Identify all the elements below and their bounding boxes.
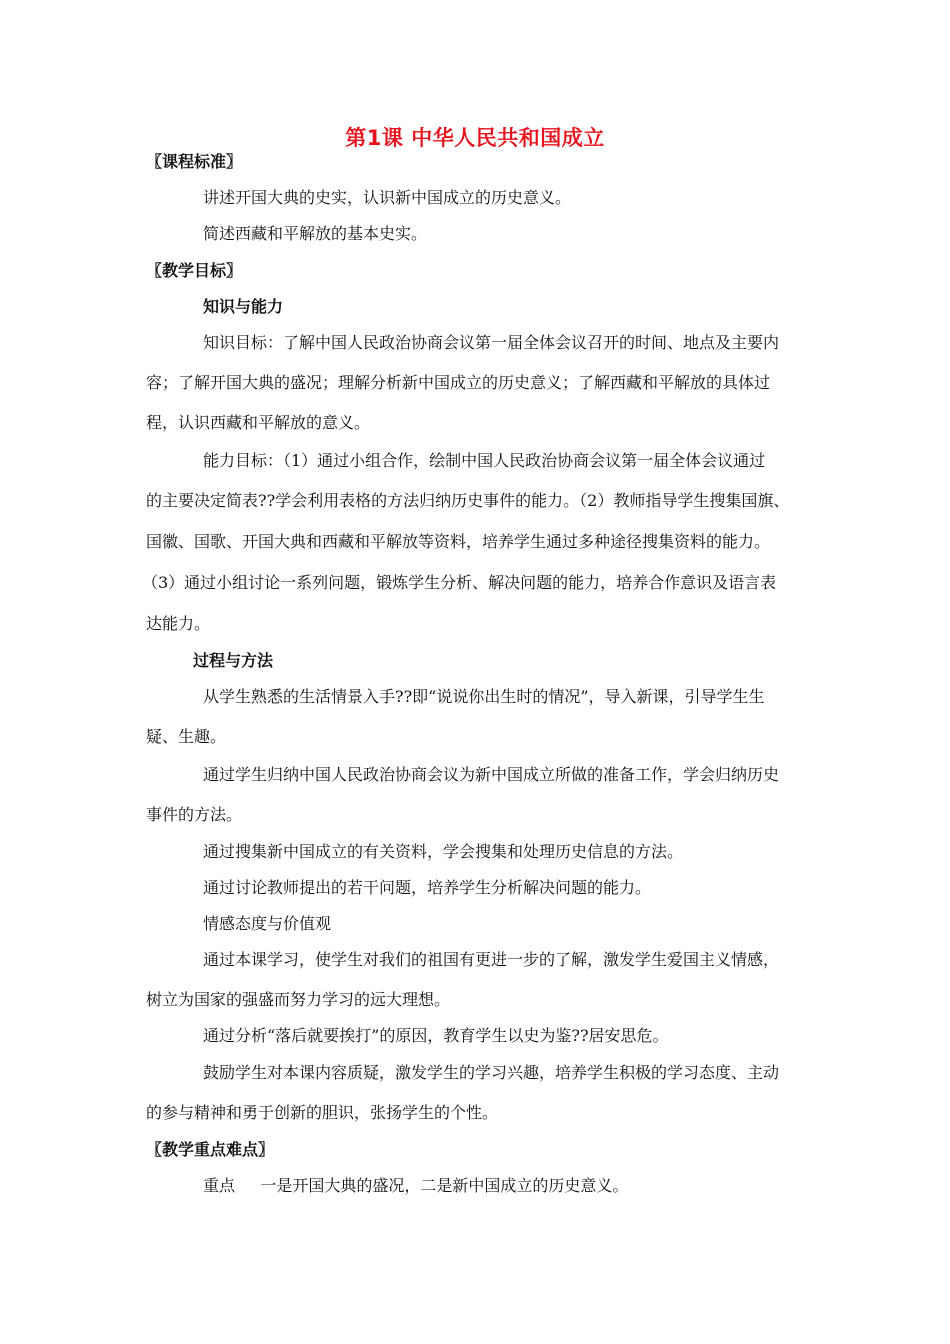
paragraph-line: 的参与精神和勇于创新的胆识，张扬学生的个性。	[146, 1103, 499, 1122]
paragraph-line: 疑、生趣。	[146, 727, 227, 746]
paragraph-line: （3）通过小组讨论一系列问题，锻炼学生分析、解决问题的能力，培养合作意识及语言表	[142, 573, 777, 592]
paragraph-line: 通过本课学习，使学生对我们的祖国有更进一步的了解，激发学生爱国主义情感，	[203, 950, 780, 969]
paragraph-line: 国徽、国歌、开国大典和西藏和平解放等资料，培养学生通过多种途径搜集资料的能力。	[146, 532, 771, 551]
paragraph-line: 通过搜集新中国成立的有关资料，学会搜集和处理历史信息的方法。	[203, 842, 684, 861]
section-heading-curriculum-standard: 〖课程标准〗	[146, 152, 243, 171]
section-heading-teaching-goals: 〖教学目标〗	[146, 261, 243, 280]
paragraph-line: 重点 一是开国大典的盛况，二是新中国成立的历史意义。	[203, 1176, 629, 1195]
subheading-process-methods: 过程与方法	[193, 651, 274, 670]
paragraph-line: 能力目标：（1）通过小组合作，绘制中国人民政治协商会议第一届全体会议通过	[203, 451, 766, 470]
paragraph-line: 容；了解开国大典的盛况；理解分析新中国成立的历史意义；了解西藏和平解放的具体过	[146, 373, 771, 392]
paragraph-line: 通过分析“落后就要挨打”的原因，教育学生以史为鉴??居安思危。	[203, 1026, 669, 1045]
paragraph-line: 通过讨论教师提出的若干问题，培养学生分析解决问题的能力。	[203, 878, 652, 897]
paragraph-line: 知识目标：了解中国人民政治协商会议第一届全体会议召开的时间、地点及主要内	[203, 333, 780, 352]
lesson-title: 第1课 中华人民共和国成立	[345, 126, 605, 150]
subheading-knowledge-ability: 知识与能力	[203, 297, 284, 316]
paragraph-line: 程，认识西藏和平解放的意义。	[146, 413, 371, 432]
paragraph-line: 树立为国家的强盛而努力学习的远大理想。	[146, 990, 451, 1009]
paragraph-line: 达能力。	[146, 614, 211, 633]
paragraph-line: 通过学生归纳中国人民政治协商会议为新中国成立所做的准备工作，学会归纳历史	[203, 765, 780, 784]
paragraph-line: 事件的方法。	[146, 805, 243, 824]
subheading-attitude-values: 情感态度与价值观	[203, 914, 332, 933]
paragraph-line: 鼓励学生对本课内容质疑，激发学生的学习兴趣，培养学生积极的学习态度、主动	[203, 1063, 780, 1082]
paragraph-line: 的主要决定简表??学会利用表格的方法归纳历史事件的能力。（2）教师指导学生搜集国旗、	[146, 491, 790, 510]
section-heading-key-difficult-points: 〖教学重点难点〗	[146, 1140, 275, 1159]
paragraph-line: 从学生熟悉的生活情景入手??即“说说你出生时的情况”，导入新课，引导学生生	[203, 687, 765, 706]
paragraph-line: 简述西藏和平解放的基本史实。	[203, 224, 428, 243]
paragraph-line: 讲述开国大典的史实，认识新中国成立的历史意义。	[203, 188, 572, 207]
